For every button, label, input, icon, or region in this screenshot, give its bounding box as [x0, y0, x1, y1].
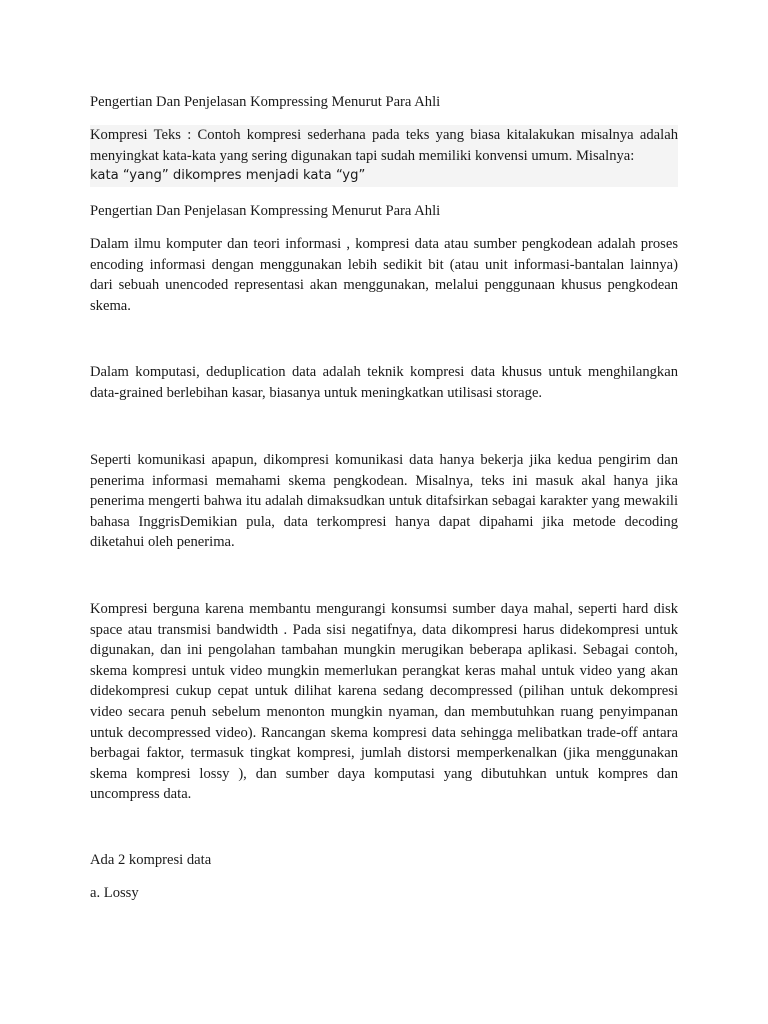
kompresi-teks-paragraph [90, 125, 678, 187]
kompresi-teks-example: kata “yang” dikompres menjadi kata “yg” [90, 168, 366, 184]
heading-top: Pengertian Dan Penjelasan Kompressing Menurut Para Ahli [90, 94, 441, 110]
kompresi-teks-text: Kompresi Teks : Contoh kompresi sederhana pada teks yang biasa kitalakukan misalnya adalah menyingkat kata-kata yang sering digunakan tapi sudah memiliki konvensi umum. Misalnya: [90, 127, 678, 164]
heading-second: Pengertian Dan Penjelasan Kompressing Menurut Para Ahli [90, 203, 441, 219]
paragraph-1: Dalam ilmu komputer dan teori informasi , kompresi data atau sumber pengkodean adalah proses encoding informasi dengan menggunakan lebih sedikit bit (atau unit informasi-bantalan lainnya) dari sebuah unencoded representasi akan menggunakan, melalui penggunaan khusus pengkodean skema. [90, 236, 678, 314]
list-intro: Ada 2 kompresi data [90, 852, 212, 868]
paragraph-2: Dalam komputasi, deduplication data adalah teknik kompresi data khusus untuk menghilangkan data-grained berlebihan kasar, biasanya untuk meningkatkan utilisasi storage. [90, 364, 678, 401]
list-item-a: a. Lossy [90, 885, 139, 901]
paragraph-3: Seperti komunikasi apapun, dikompresi komunikasi data hanya bekerja jika kedua pengirim dan penerima informasi memahami skema pengkodean. Misalnya, teks ini masuk akal hanya jika penerima mengerti bahwa itu adalah dimaksudkan untuk ditafsirkan sebagai karakter yang mewakili bahasa InggrisDemikian pula, data terkompresi hanya dapat dipahami jika metode decoding diketahui oleh penerima. [90, 452, 678, 551]
paragraph-4: Kompresi berguna karena membantu mengurangi konsumsi sumber daya mahal, seperti hard disk space atau transmisi bandwidth . Pada sisi negatifnya, data dikompresi harus didekompresi untuk digunakan, dan ini pengolahan tambahan mungkin merugikan beberapa aplikasi. Sebagai contoh, skema kompresi untuk video mungkin memerlukan perangkat keras mahal untuk video yang akan didekompresi cukup cepat untuk dilihat karena sedang decompressed (pilihan untuk dekompresi video secara penuh sebelum menonton mungkin nyaman, dan membutuhkan ruang penyimpanan untuk decompressed video). Rancangan skema kompresi data sehingga melibatkan trade-off antara berbagai faktor, termasuk tingkat kompresi, jumlah distorsi memperkenalkan (jika menggunakan skema kompresi lossy ), dan sumber daya komputasi yang dibutuhkan untuk kompres dan uncompress data. [90, 601, 678, 803]
